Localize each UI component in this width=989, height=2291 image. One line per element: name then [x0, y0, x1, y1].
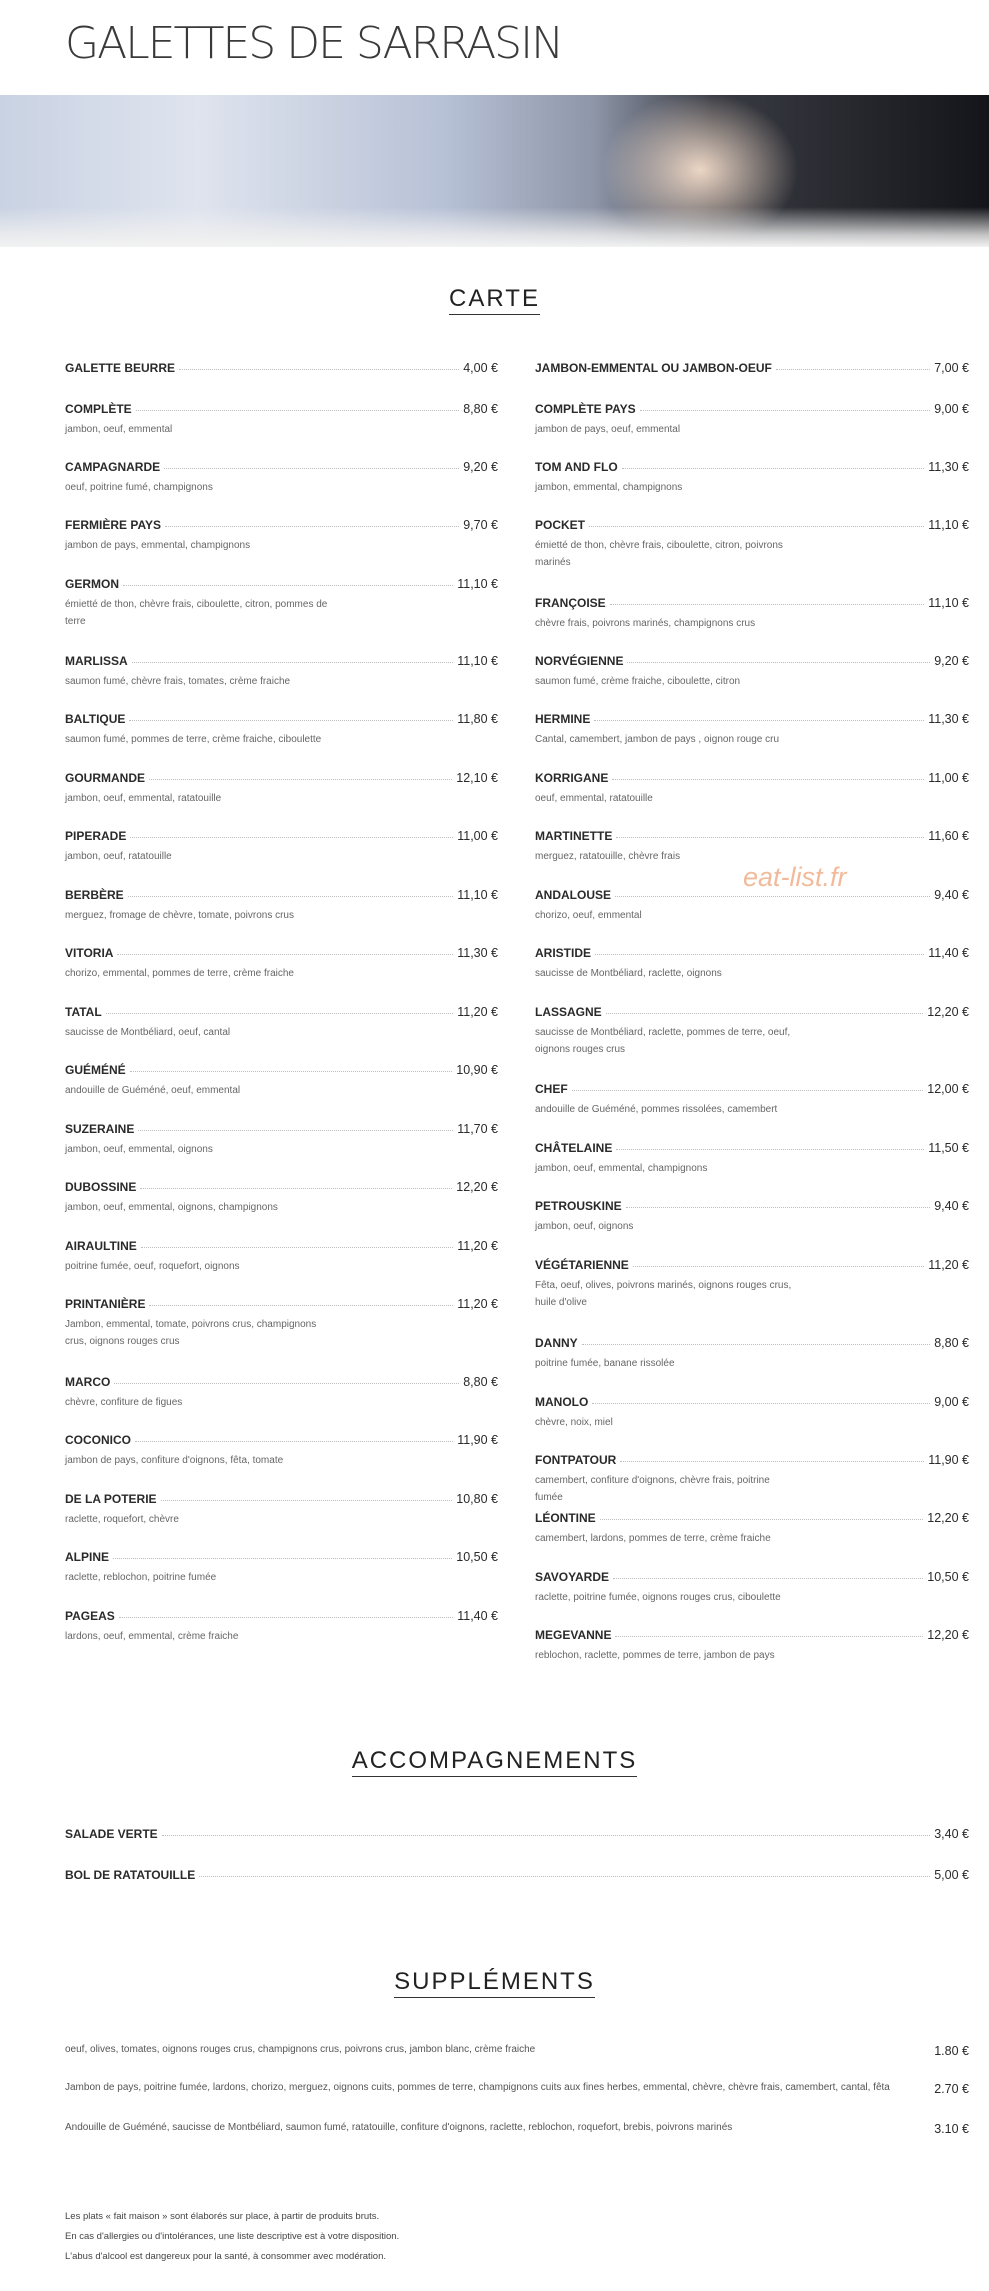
item-price: 9,20 €	[463, 460, 498, 474]
item-description: jambon, oeuf, emmental, oignons, champignons	[65, 1202, 278, 1213]
menu-item	[65, 402, 498, 438]
item-name: GERMON	[65, 577, 119, 591]
leader-dots	[199, 1876, 930, 1877]
supplement-price: 3.10 €	[934, 2122, 969, 2136]
item-price: 8,80 €	[934, 1336, 969, 1350]
leader-dots	[138, 1130, 453, 1131]
leader-dots	[592, 1403, 930, 1404]
leader-dots	[572, 1090, 924, 1091]
item-price: 3,40 €	[934, 1827, 969, 1841]
item-description: Jambon, emmental, tomate, poivrons crus, champignons crus, oignons rouges crus	[65, 1319, 317, 1347]
footnote: L'abus d'alcool est dangereux pour la santé, à consommer avec modération.	[65, 2251, 387, 2262]
leader-dots	[162, 1835, 931, 1836]
item-description: jambon, oeuf, emmental, ratatouille	[65, 793, 222, 804]
item-price: 8,80 €	[463, 402, 498, 416]
item-name: MANOLO	[535, 1395, 589, 1409]
menu-item	[65, 829, 498, 865]
leader-dots	[161, 1500, 453, 1501]
leader-dots	[595, 954, 924, 955]
item-description: saucisse de Montbéliard, raclette, pommes de terre, oeuf, oignons rouges crus	[535, 1027, 791, 1055]
leader-dots	[610, 604, 925, 605]
accompagnement-item	[65, 1868, 969, 1882]
item-price: 11,30 €	[457, 946, 498, 960]
item-description: andouille de Guéméné, pommes rissolées, camembert	[535, 1104, 778, 1115]
menu-item	[65, 771, 498, 807]
menu-item	[535, 654, 969, 690]
item-name: MARCO	[65, 1375, 111, 1389]
menu-item	[65, 1122, 498, 1158]
item-name: GALETTE BEURRE	[65, 361, 176, 375]
leader-dots	[123, 585, 453, 586]
item-description: saucisse de Montbéliard, raclette, oignons	[535, 968, 722, 979]
leader-dots	[113, 1558, 452, 1559]
watermark: eat-list.fr	[743, 862, 847, 892]
leader-dots	[633, 1266, 924, 1267]
item-name: ANDALOUSE	[535, 888, 612, 902]
item-description: émietté de thon, chèvre frais, ciboulette, citron, pommes de terre	[65, 599, 328, 627]
item-price: 11,20 €	[457, 1005, 498, 1019]
item-price: 5,00 €	[934, 1868, 969, 1882]
item-name: TATAL	[65, 1005, 102, 1019]
leader-dots	[106, 1013, 454, 1014]
leader-dots	[130, 1071, 453, 1072]
item-price: 7,00 €	[934, 361, 969, 375]
item-name: KORRIGANE	[535, 771, 609, 785]
supplement-ingredients: Andouille de Guéméné, saucisse de Montbéliard, saumon fumé, ratatouille, confiture d'oignons, raclette, reblochon, roquefort, brebis, poivrons marinés	[65, 2122, 733, 2133]
leader-dots	[606, 1013, 924, 1014]
menu-item	[65, 712, 498, 748]
menu-item	[535, 1141, 969, 1177]
section-heading-accompagnements: ACCOMPAGNEMENTS	[0, 1747, 989, 1775]
menu-item	[535, 402, 969, 438]
item-name: BALTIQUE	[65, 712, 126, 726]
leader-dots	[140, 1188, 452, 1189]
item-name: JAMBON-EMMENTAL OU JAMBON-OEUF	[535, 361, 772, 375]
item-name: HERMINE	[535, 712, 591, 726]
item-price: 11,90 €	[457, 1433, 498, 1447]
menu-item	[65, 361, 498, 375]
item-name: PRINTANIÈRE	[65, 1297, 146, 1311]
item-name: DANNY	[535, 1336, 578, 1350]
leader-dots	[179, 369, 459, 370]
item-price: 12,20 €	[927, 1628, 969, 1642]
item-name: CHEF	[535, 1082, 568, 1096]
leader-dots	[615, 1636, 923, 1637]
accompagnement-item	[65, 1827, 969, 1841]
item-price: 11,80 €	[457, 712, 498, 726]
item-description: merguez, ratatouille, chèvre frais	[535, 851, 681, 862]
leader-dots	[622, 468, 925, 469]
leader-dots	[620, 1461, 924, 1462]
item-price: 11,40 €	[928, 946, 969, 960]
leader-dots	[136, 410, 460, 411]
item-name: GOURMANDE	[65, 771, 145, 785]
footnote: En cas d'allergies ou d'intolérances, une liste descriptive est à votre disposition.	[65, 2231, 400, 2242]
supplement-row	[65, 2044, 969, 2058]
menu-item	[535, 771, 969, 807]
item-price: 11,20 €	[928, 1258, 969, 1272]
menu-item	[65, 460, 498, 496]
item-description: oeuf, emmental, ratatouille	[535, 793, 653, 804]
menu-item	[65, 1609, 498, 1645]
menu-item	[65, 888, 498, 924]
item-price: 11,10 €	[457, 654, 498, 668]
item-description: raclette, reblochon, poitrine fumée	[65, 1572, 217, 1583]
leader-dots	[616, 837, 924, 838]
item-price: 11,10 €	[928, 518, 969, 532]
item-description: jambon, oeuf, emmental	[65, 424, 173, 435]
leader-dots	[626, 1207, 931, 1208]
item-name: BOL DE RATATOUILLE	[65, 1868, 196, 1882]
menu-item	[535, 712, 969, 748]
menu-item	[535, 829, 969, 865]
item-description: jambon de pays, confiture d'oignons, fêta, tomate	[65, 1455, 284, 1466]
item-name: PIPERADE	[65, 829, 127, 843]
item-price: 10,80 €	[456, 1492, 498, 1506]
item-price: 11,00 €	[457, 829, 498, 843]
item-description: jambon, oeuf, emmental, oignons	[65, 1144, 213, 1155]
item-name: FERMIÈRE PAYS	[65, 518, 162, 532]
item-description: chèvre, noix, miel	[535, 1417, 613, 1428]
leader-dots	[128, 896, 454, 897]
item-name: CAMPAGNARDE	[65, 460, 161, 474]
menu-item	[65, 1492, 498, 1528]
item-name: FONTPATOUR	[535, 1453, 617, 1467]
item-description: camembert, lardons, pommes de terre, crème fraiche	[535, 1533, 771, 1544]
section-heading-supplements: SUPPLÉMENTS	[0, 1968, 989, 1996]
item-name: COMPLÈTE PAYS	[535, 402, 636, 416]
item-name: LASSAGNE	[535, 1005, 602, 1019]
item-price: 9,40 €	[934, 888, 969, 902]
item-price: 12,20 €	[456, 1180, 498, 1194]
item-description: Cantal, camembert, jambon de pays , oignon rouge cru	[535, 734, 780, 745]
menu-item	[535, 1570, 969, 1606]
menu-item	[65, 1433, 498, 1469]
leader-dots	[165, 526, 459, 527]
item-description: oeuf, poitrine fumé, champignons	[65, 482, 213, 493]
footnote: Les plats « fait maison » sont élaborés sur place, à partir de produits bruts.	[65, 2211, 380, 2222]
item-name: COCONICO	[65, 1433, 131, 1447]
item-price: 12,00 €	[927, 1082, 969, 1096]
menu-item	[65, 1005, 498, 1041]
menu-item	[65, 1375, 498, 1411]
menu-item	[535, 946, 969, 982]
menu-item	[65, 1063, 498, 1099]
item-name: POCKET	[535, 518, 586, 532]
menu-item	[65, 654, 498, 690]
item-price: 11,10 €	[457, 577, 498, 591]
menu-item	[65, 1180, 498, 1216]
item-description: merguez, fromage de chèvre, tomate, poivrons crus	[65, 910, 294, 921]
item-price: 12,20 €	[927, 1005, 969, 1019]
leader-dots	[164, 468, 459, 469]
item-description: saumon fumé, chèvre frais, tomates, crème fraiche	[65, 676, 291, 687]
item-price: 11,60 €	[928, 829, 969, 843]
item-name: BERBÈRE	[65, 888, 124, 902]
item-name: CHÂTELAINE	[535, 1141, 613, 1155]
leader-dots	[589, 526, 924, 527]
supplement-row	[65, 2082, 969, 2096]
menu-item	[535, 361, 969, 375]
menu-item	[535, 1453, 969, 1506]
item-name: COMPLÈTE	[65, 402, 132, 416]
item-description: saumon fumé, crème fraiche, ciboulette, citron	[535, 676, 741, 687]
item-price: 10,50 €	[456, 1550, 498, 1564]
item-price: 8,80 €	[463, 1375, 498, 1389]
menu-item	[535, 1258, 969, 1311]
item-description: jambon de pays, oeuf, emmental	[535, 424, 681, 435]
item-price: 10,90 €	[456, 1063, 498, 1077]
item-description: jambon, oeuf, oignons	[535, 1221, 634, 1232]
leader-dots	[582, 1344, 931, 1345]
item-price: 11,30 €	[928, 712, 969, 726]
item-name: MARTINETTE	[535, 829, 613, 843]
item-description: chèvre, confiture de figues	[65, 1397, 183, 1408]
item-name: SAVOYARDE	[535, 1570, 610, 1584]
item-name: MEGEVANNE	[535, 1628, 612, 1642]
item-description: chorizo, emmental, pommes de terre, crème fraiche	[65, 968, 294, 979]
menu-item	[65, 1239, 498, 1275]
menu-item	[535, 1395, 969, 1431]
item-name: SUZERAINE	[65, 1122, 135, 1136]
item-price: 9,70 €	[463, 518, 498, 532]
leader-dots	[627, 662, 930, 663]
hero-banner-image	[0, 95, 989, 247]
item-price: 12,10 €	[456, 771, 498, 785]
menu-item	[535, 460, 969, 496]
item-price: 9,40 €	[934, 1199, 969, 1213]
item-price: 11,40 €	[457, 1609, 498, 1623]
item-name: DE LA POTERIE	[65, 1492, 157, 1506]
item-description: jambon de pays, emmental, champignons	[65, 540, 251, 551]
leader-dots	[135, 1441, 453, 1442]
menu-item	[535, 518, 969, 571]
supplement-ingredients: Jambon de pays, poitrine fumée, lardons, chorizo, merguez, oignons cuits, pommes de terre, champignons cuits aux fines herbes, emmental, chèvre, chèvre frais, camembert, cantal, fêta	[65, 2082, 890, 2093]
item-name: ALPINE	[65, 1550, 110, 1564]
item-description: raclette, poitrine fumée, oignons rouges crus, ciboulette	[535, 1592, 781, 1603]
item-price: 11,10 €	[928, 596, 969, 610]
item-name: AIRAULTINE	[65, 1239, 137, 1253]
menu-item	[535, 1082, 969, 1118]
leader-dots	[149, 1305, 453, 1306]
menu-item	[65, 1550, 498, 1586]
menu-item	[535, 1628, 969, 1664]
leader-dots	[613, 1578, 923, 1579]
item-description: lardons, oeuf, emmental, crème fraiche	[65, 1631, 239, 1642]
item-description: poitrine fumée, banane rissolée	[535, 1358, 675, 1369]
item-price: 12,20 €	[927, 1511, 969, 1525]
item-name: PETROUSKINE	[535, 1199, 622, 1213]
item-price: 11,90 €	[928, 1453, 969, 1467]
supplement-row	[65, 2122, 969, 2136]
leader-dots	[129, 720, 453, 721]
item-name: FRANÇOISE	[535, 596, 606, 610]
item-name: VÉGÉTARIENNE	[535, 1258, 629, 1272]
item-name: LÉONTINE	[535, 1511, 596, 1525]
item-description: saucisse de Montbéliard, oeuf, cantal	[65, 1027, 231, 1038]
item-description: raclette, roquefort, chèvre	[65, 1514, 179, 1525]
menu-item	[535, 1199, 969, 1235]
page-title: GALETTES DE SARRASIN	[65, 18, 563, 69]
item-name: NORVÉGIENNE	[535, 654, 624, 668]
item-name: ARISTIDE	[535, 946, 592, 960]
menu-item	[535, 1005, 969, 1058]
item-description: jambon, oeuf, emmental, champignons	[535, 1163, 708, 1174]
item-description: camembert, confiture d'oignons, chèvre frais, poitrine fumée	[535, 1475, 770, 1503]
supplement-price: 1.80 €	[934, 2044, 969, 2058]
item-description: poitrine fumée, oeuf, roquefort, oignons	[65, 1261, 240, 1272]
leader-dots	[132, 662, 454, 663]
item-price: 11,30 €	[928, 460, 969, 474]
item-price: 11,10 €	[457, 888, 498, 902]
item-name: GUÉMÉNÉ	[65, 1063, 126, 1077]
item-description: chèvre frais, poivrons marinés, champignons crus	[535, 618, 756, 629]
item-price: 11,50 €	[928, 1141, 969, 1155]
item-price: 11,20 €	[457, 1297, 498, 1311]
item-name: PAGEAS	[65, 1609, 115, 1623]
supplement-price: 2.70 €	[934, 2082, 969, 2096]
section-heading-carte: CARTE	[0, 285, 989, 313]
item-description: émietté de thon, chèvre frais, ciboulette, citron, poivrons marinés	[535, 540, 783, 568]
leader-dots	[149, 779, 452, 780]
leader-dots	[612, 779, 924, 780]
menu-item	[65, 518, 498, 554]
leader-dots	[594, 720, 924, 721]
item-price: 4,00 €	[463, 361, 498, 375]
menu-item	[535, 1336, 969, 1372]
item-name: MARLISSA	[65, 654, 128, 668]
leader-dots	[119, 1617, 453, 1618]
leader-dots	[640, 410, 931, 411]
item-name: DUBOSSINE	[65, 1180, 137, 1194]
leader-dots	[776, 369, 930, 370]
menu-item	[535, 1511, 969, 1547]
item-description: saumon fumé, pommes de terre, crème fraiche, ciboulette	[65, 734, 322, 745]
item-description: andouille de Guéméné, oeuf, emmental	[65, 1085, 241, 1096]
item-price: 10,50 €	[927, 1570, 969, 1584]
item-price: 9,20 €	[934, 654, 969, 668]
menu-item	[65, 1297, 498, 1350]
menu-item	[65, 577, 498, 630]
item-name: SALADE VERTE	[65, 1827, 158, 1841]
item-price: 9,00 €	[934, 402, 969, 416]
item-name: TOM AND FLO	[535, 460, 618, 474]
leader-dots	[600, 1519, 924, 1520]
menu-item	[65, 946, 498, 982]
item-description: jambon, emmental, champignons	[535, 482, 683, 493]
item-description: jambon, oeuf, ratatouille	[65, 851, 172, 862]
leader-dots	[117, 954, 453, 955]
item-price: 9,00 €	[934, 1395, 969, 1409]
supplement-ingredients: oeuf, olives, tomates, oignons rouges crus, champignons crus, poivrons crus, jambon blanc, crème fraiche	[65, 2044, 536, 2055]
leader-dots	[114, 1383, 459, 1384]
leader-dots	[615, 896, 930, 897]
leader-dots	[130, 837, 453, 838]
item-description: reblochon, raclette, pommes de terre, jambon de pays	[535, 1650, 775, 1661]
item-price: 11,20 €	[457, 1239, 498, 1253]
leader-dots	[616, 1149, 924, 1150]
item-description: Fêta, oeuf, olives, poivrons marinés, oignons rouges crus, huile d'olive	[535, 1280, 792, 1308]
leader-dots	[141, 1247, 453, 1248]
menu-item	[535, 888, 969, 924]
item-price: 11,70 €	[457, 1122, 498, 1136]
menu-item	[535, 596, 969, 632]
item-name: VITORIA	[65, 946, 114, 960]
item-description: chorizo, oeuf, emmental	[535, 910, 642, 921]
item-price: 11,00 €	[928, 771, 969, 785]
